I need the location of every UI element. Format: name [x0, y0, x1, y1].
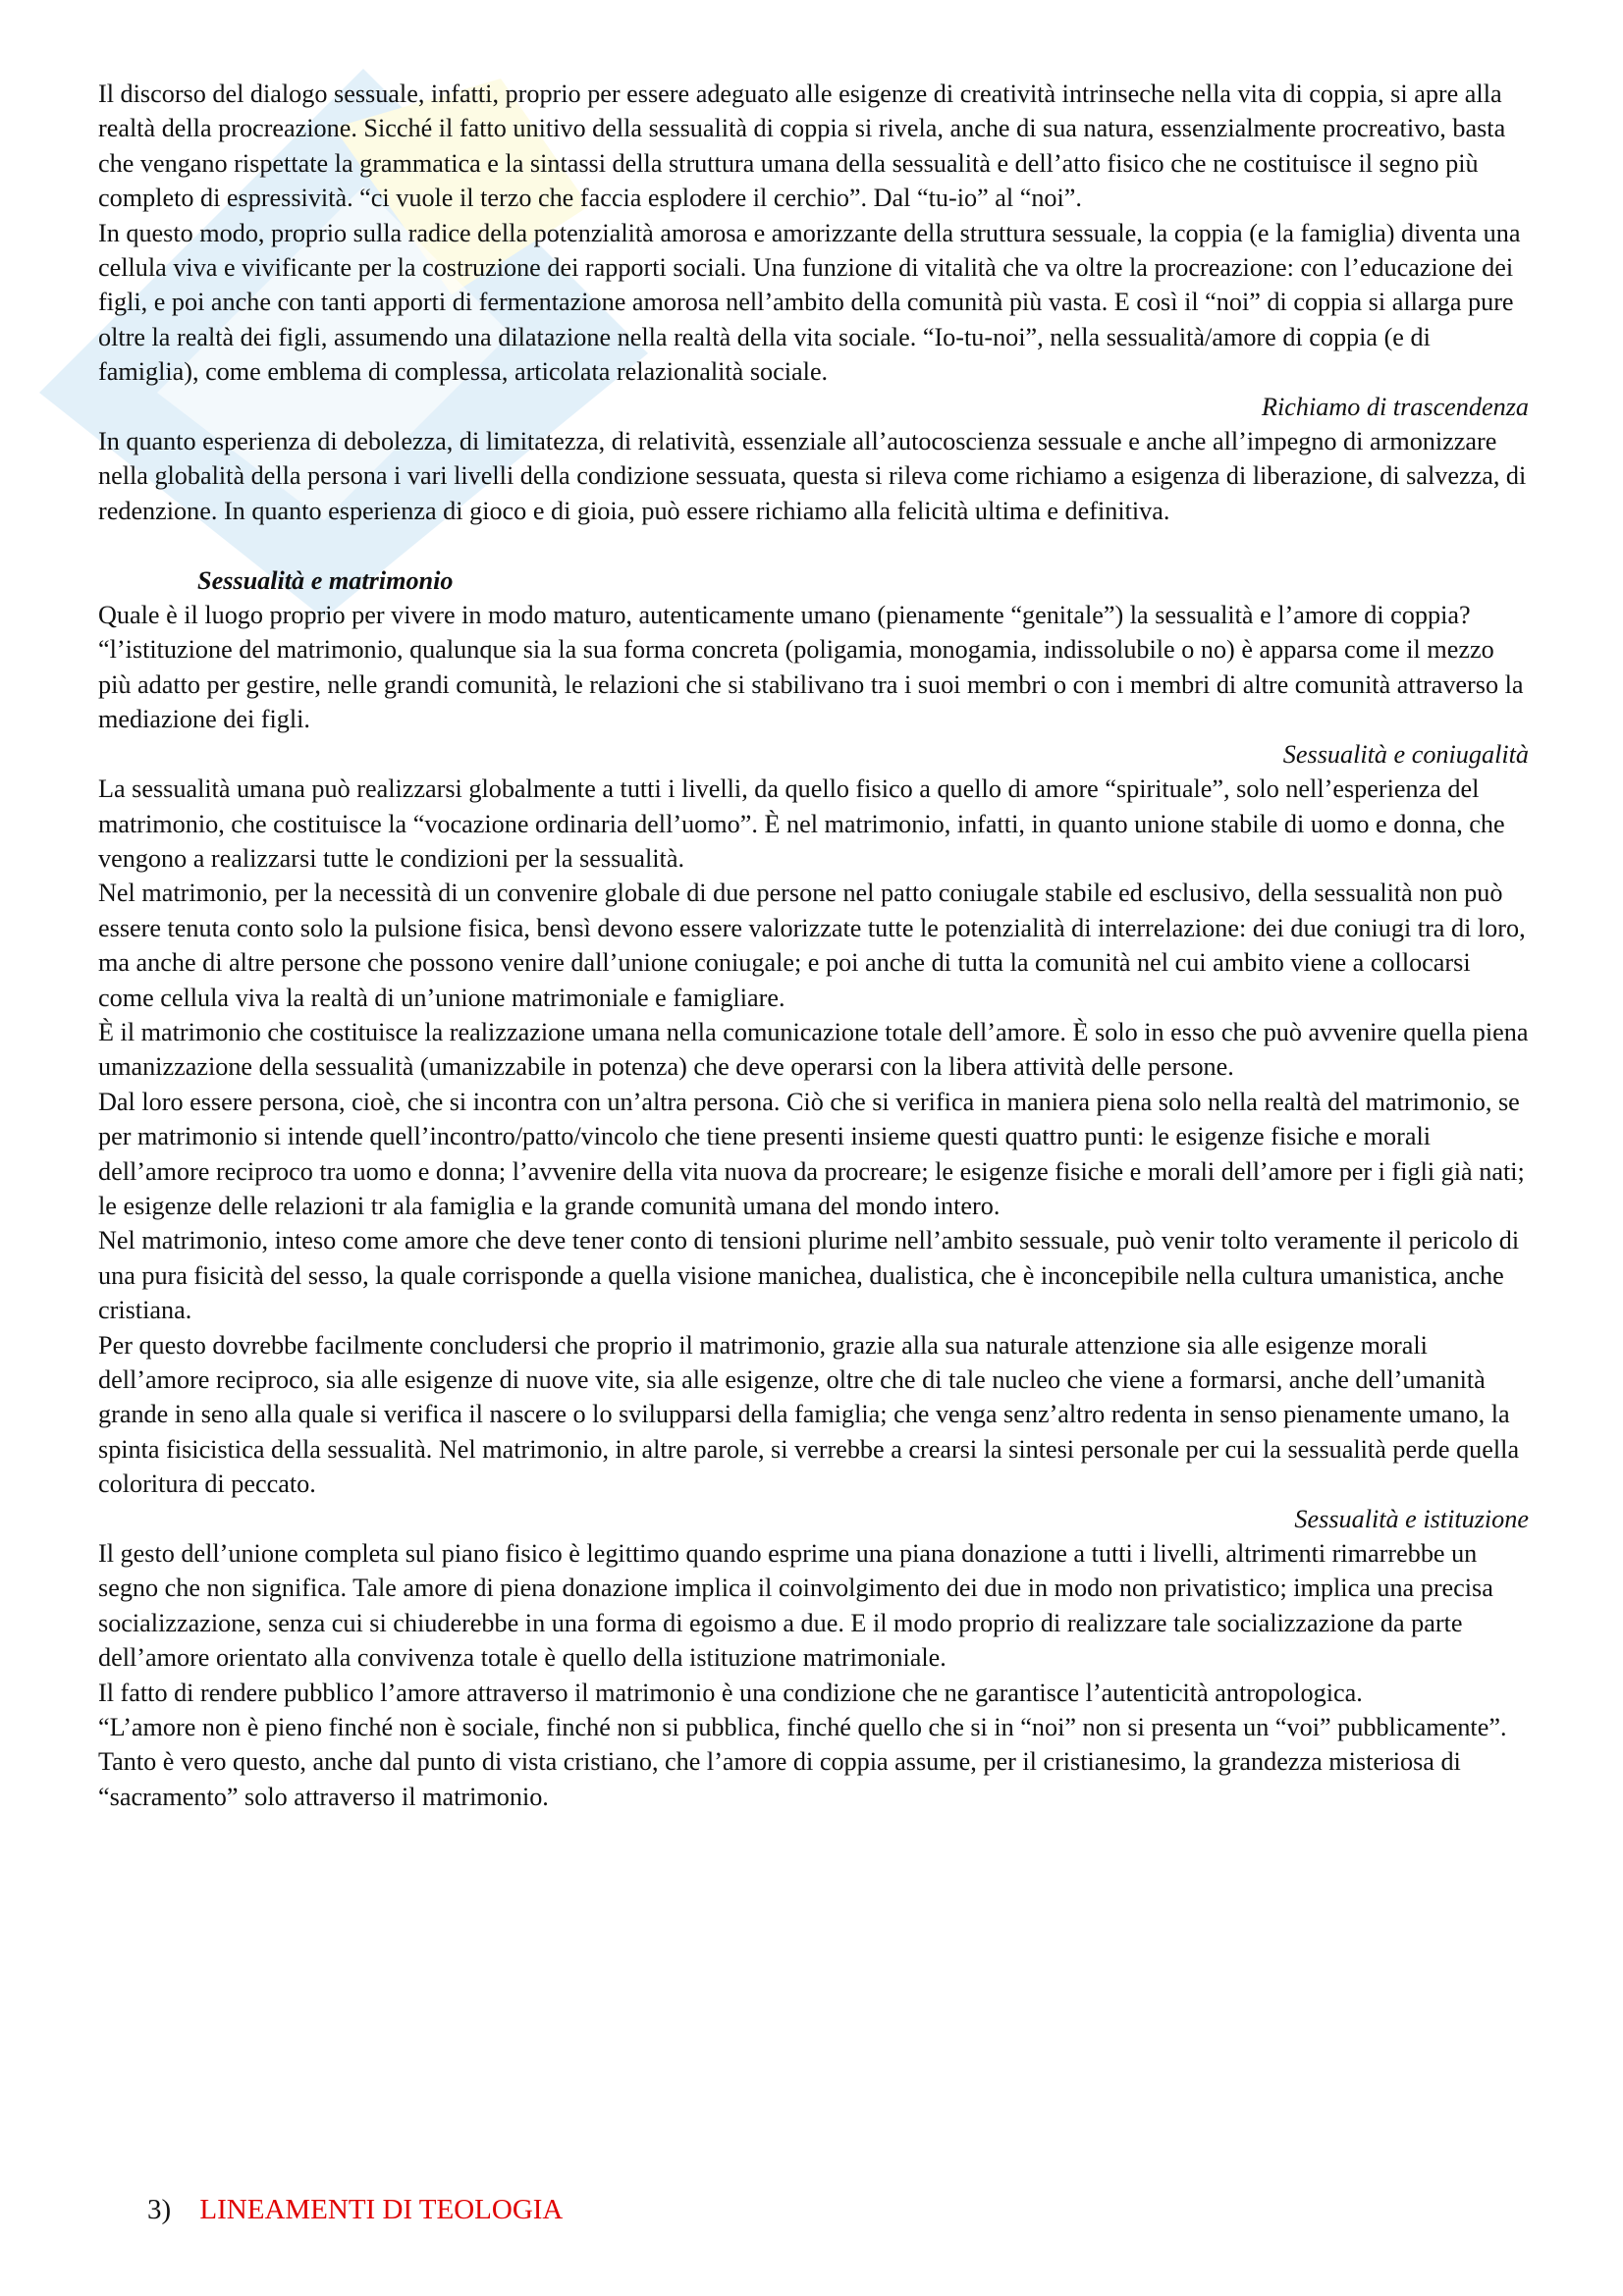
- paragraph: Nel matrimonio, per la necessità di un convenire globale di due persone nel patto coniugale stabile ed esclusivo, della sessualità non può essere tenuta conto solo la pulsione fisica, bensì devono essere valorizzate tutte le potenzialità di interrelazione: dei due coniugi tra di loro, ma anche di altre persone che possono venire dall’unione coniugale; e poi anche di tutta la comunità nel cui ambito viene a collocarsi come cellula viva la realtà di un’unione matrimoniale e famigliare.: [98, 879, 1526, 1012]
- paragraph: In quanto esperienza di debolezza, di limitatezza, di relatività, essenziale all’autocoscienza sessuale e anche all’impegno di armonizzare nella globalità della persona i vari livelli della condizione sessuata, questa si rileva come richiamo a esigenza di liberazione, di salvezza, di redenzione. In quanto esperienza di gioco e di gioia, può essere richiamo alla felicità ultima e definitiva.: [98, 427, 1527, 525]
- paragraph: Il gesto dell’unione completa sul piano fisico è legittimo quando esprime una piana donazione a tutti i livelli, altrimenti rimarrebbe un segno che non significa. Tale amore di piena donazione implica il coinvolgimento dei due in modo non privatistico; implica una precisa socializzazione, senza cui si chiuderebbe in una forma di egoismo a due. E il modo proprio di realizzare tale socializzazione da parte dell’amore orientato alla convivenza totale è quello della istituzione matrimoniale.: [98, 1539, 1493, 1673]
- section-title: LINEAMENTI DI TEOLOGIA: [199, 2194, 564, 2225]
- section-heading: Sessualità e matrimonio: [197, 565, 454, 595]
- side-heading: Richiamo di trascendenza: [1261, 392, 1529, 421]
- paragraph: Per questo dovrebbe facilmente concludersi che proprio il matrimonio, grazie alla sua naturale attenzione sia alle esigenze morali dell’amore reciproco, sia alle esigenze di nuove vite, sia alle esigenze, oltre che di tale nucleo che viene a formarsi, anche dell’umanità grande in seno alla quale si verifica il nascere o lo svilupparsi della famiglia; che venga senz’altro redenta in senso pienamente umano, la spinta fisicistica della sessualità. Nel matrimonio, in altre parole, si verrebbe a crearsi la sintesi personale per cui la sessualità perde quella coloritura di peccato.: [98, 1330, 1520, 1499]
- side-heading: Sessualità e coniugalità: [1282, 739, 1529, 769]
- paragraph: Il fatto di rendere pubblico l’amore attraverso il matrimonio è una condizione che ne garantisce l’autenticità antropologica.: [98, 1678, 1363, 1707]
- paragraph: La sessualità umana può realizzarsi globalmente a tutti i livelli, da quello fisico a quello di amore “spirituale”, solo nell’esperienza del matrimonio, che costituisce la “vocazione ordinaria dell’uomo”. È nel matrimonio, infatti, in quanto unione stabile di uomo e donna, che vengono a realizzarsi tutte le condizioni per la sessualità.: [98, 774, 1505, 873]
- section-heading-footer: [147, 2194, 563, 2226]
- side-heading: Sessualità e istituzione: [1294, 1504, 1529, 1533]
- section-number: 3): [147, 2194, 172, 2225]
- paragraph: Il discorso del dialogo sessuale, infatti, proprio per essere adeguato alle esigenze di creatività intrinseche nella vita di coppia, si apre alla realtà della procreazione. Sicché il fatto unitivo della sessualità di coppia si rivela, anche di sua natura, essenzialmente procreativo, basta che vengano rispettate la grammatica e la sintassi della struttura umana della sessualità e dell’atto fisico che ne costituisce il segno più completo di espressività. “ci vuole il terzo che faccia esplodere il cerchio”. Dal “tu-io” al “noi”.: [98, 80, 1506, 213]
- paragraph: Tanto è vero questo, anche dal punto di vista cristiano, che l’amore di coppia assume, per il cristianesimo, la grandezza misteriosa di “sacramento” solo attraverso il matrimonio.: [98, 1747, 1461, 1811]
- paragraph: Nel matrimonio, inteso come amore che deve tener conto di tensioni plurime nell’ambito sessuale, può venir tolto veramente il pericolo di una pura fisicità del sesso, la quale corrisponde a quella visione manichea, dualistica, che è inconcepibile nella cultura umanistica, anche cristiana.: [98, 1226, 1520, 1325]
- paragraph: Dal loro essere persona, cioè, che si incontra con un’altra persona. Ciò che si verifica in maniera piena solo nella realtà del matrimonio, se per matrimonio si intende quell’incontro/patto/vincolo che tiene presenti insieme questi quattro punti: le esigenze fisiche e morali dell’amore reciproco tra uomo e donna; l’avvenire della vita nuova da procreare; le esigenze fisiche e morali dell’amore per i figli già nati; le esigenze delle relazioni tr ala famiglia e la grande comunità umana del mondo intero.: [98, 1087, 1525, 1220]
- paragraph: È il matrimonio che costituisce la realizzazione umana nella comunicazione totale dell’amore. È solo in esso che può avvenire quella piena umanizzazione della sessualità (umanizzabile in potenza) che deve operarsi con la libera attività delle persone.: [98, 1017, 1529, 1082]
- paragraph: Quale è il luogo proprio per vivere in modo maturo, autenticamente umano (pienamente “genitale”) la sessualità e l’amore di coppia? “l’istituzione del matrimonio, qualunque sia la sua forma concreta (poligamia, monogamia, indissolubile o no) è apparsa come il mezzo più adatto per gestire, nelle grandi comunità, le relazioni che si stabilivano tra i suoi membri o con i membri di altre comunità attraverso la mediazione dei figli.: [98, 601, 1524, 734]
- paragraph: In questo modo, proprio sulla radice della potenzialità amorosa e amorizzante della struttura sessuale, la coppia (e la famiglia) diventa una cellula viva e vivificante per la costruzione dei rapporti sociali. Una funzione di vitalità che va oltre la procreazione: con l’educazione dei figli, e poi anche con tanti apporti di fermentazione amorosa nell’ambito della comunità più vasta. E così il “noi” di coppia si allarga pure oltre la realtà dei figli, assumendo una dilatazione nella realtà della vita sociale. “Io-tu-noi”, nella sessualità/amore di coppia (e di famiglia), come emblema di complessa, articolata relazionalità sociale.: [98, 218, 1521, 387]
- paragraph: “L’amore non è pieno finché non è sociale, finché non si pubblica, finché quello che si in “noi” non si presenta un “voi” pubblicamente”.: [98, 1713, 1507, 1742]
- document-body: [98, 77, 1529, 1814]
